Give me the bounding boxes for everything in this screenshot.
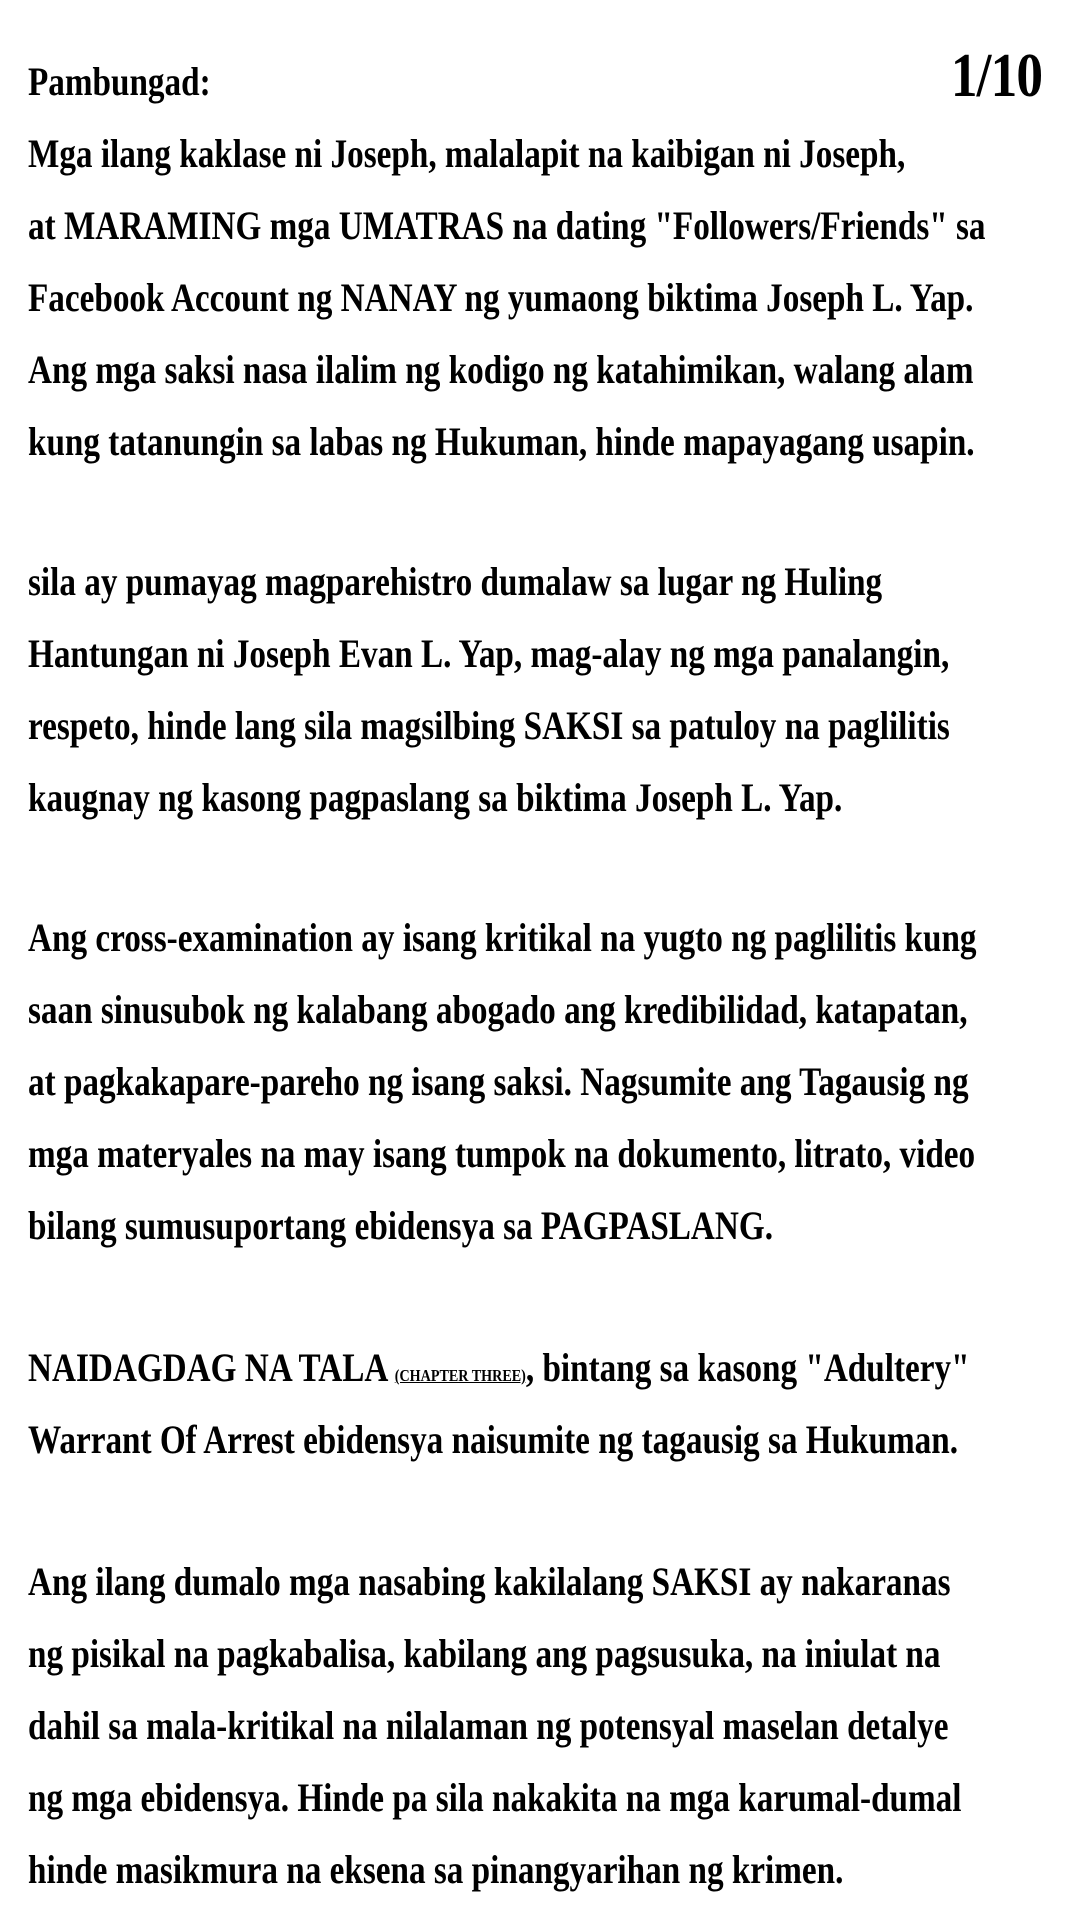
paragraph-4 (28, 1332, 1080, 1476)
paragraph-5 (28, 1546, 1080, 1906)
text-line: kaugnay ng kasong pagpaslang sa biktima Joseph L. Yap. (28, 775, 843, 820)
page-number: 1/10 (950, 42, 1042, 110)
text-line: Ang mga saksi nasa ilalim ng kodigo ng katahimikan, walang alam (28, 347, 974, 392)
text-line: Ang cross-examination ay isang kritikal na yugto ng paglilitis kung (28, 915, 977, 960)
text-line: Mga ilang kaklase ni Joseph, malalapit na kaibigan ni Joseph, (28, 131, 906, 176)
text-line: Hantungan ni Joseph Evan L. Yap, mag-alay ng mga panalangin, (28, 631, 950, 676)
text-line: dahil sa mala-kritikal na nilalaman ng potensyal maselan detalye (28, 1703, 949, 1748)
text-line: saan sinusubok ng kalabang abogado ang kredibilidad, katapatan, (28, 987, 968, 1032)
text-line: sila ay pumayag magparehistro dumalaw sa lugar ng Huling (28, 559, 883, 604)
note-text: , bintang sa kasong "Adultery" (525, 1345, 970, 1390)
text-line: respeto, hinde lang sila magsilbing SAKSI sa patuloy na paglilitis (28, 703, 950, 748)
document-page (28, 0, 1058, 1920)
text-line (28, 1332, 970, 1404)
text-line: hinde masikmura na eksena sa pinangyarihan ng krimen. (28, 1847, 844, 1892)
text-line: bilang sumusuportang ebidensya sa PAGPASLANG. (28, 1203, 774, 1248)
note-label: NAIDAGDAG NA TALA (28, 1345, 395, 1390)
paragraph-3 (28, 902, 1080, 1262)
text-line: Facebook Account ng NANAY ng yumaong biktima Joseph L. Yap. (28, 275, 974, 320)
text-line: Ang ilang dumalo mga nasabing kakilalang SAKSI ay nakaranas (28, 1559, 951, 1604)
text-line: at MARAMING mga UMATRAS na dating "Followers/Friends" sa (28, 203, 986, 248)
paragraph-2 (28, 546, 1080, 834)
text-line: Warrant Of Arrest ebidensya naisumite ng tagausig sa Hukuman. (28, 1417, 959, 1462)
text-line: ng pisikal na pagkabalisa, kabilang ang pagsusuka, na iniulat na (28, 1631, 941, 1676)
text-line: at pagkakapare-pareho ng isang saksi. Nagsumite ang Tagausig ng (28, 1059, 969, 1104)
heading: Pambungad: (28, 59, 211, 104)
text-line: ng mga ebidensya. Hinde pa sila nakakita na mga karumal-dumal (28, 1775, 962, 1820)
text-line: mga materyales na may isang tumpok na dokumento, litrato, video (28, 1131, 976, 1176)
text-line: kung tatanungin sa labas ng Hukuman, hinde mapayagang usapin. (28, 419, 975, 464)
chapter-reference: (CHAPTER THREE) (394, 1366, 526, 1385)
paragraph-1 (28, 118, 1080, 478)
